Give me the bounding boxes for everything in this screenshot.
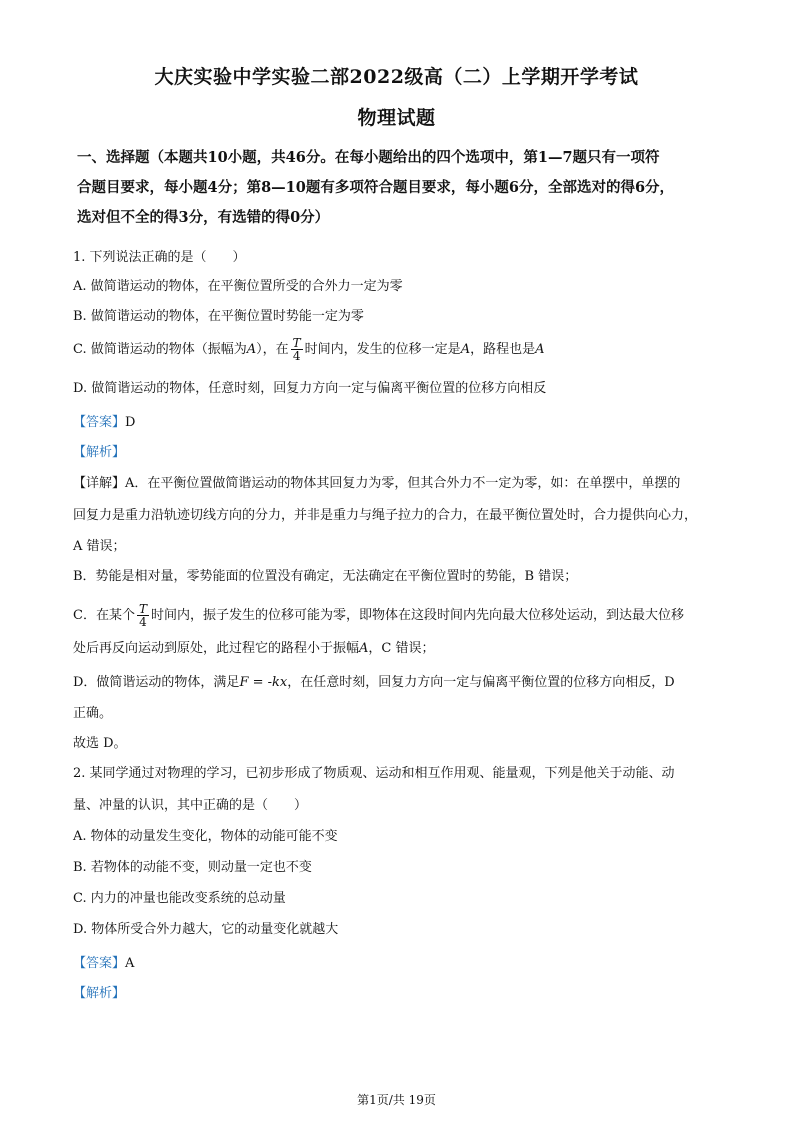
q1-option-c-text-4: ，路程也是	[470, 342, 536, 357]
amplitude-symbol: A	[246, 342, 257, 357]
q1-conclusion: 故选 D。	[73, 736, 127, 751]
q1-option-c-text-1: C. 做简谐运动的物体（振幅为	[73, 342, 247, 357]
q2-option-d: D. 物体所受合外力越大，它的动量变化就越大	[73, 922, 339, 937]
fraction-numerator-2: T	[138, 602, 147, 616]
q1-option-b: B. 做简谐运动的物体，在平衡位置时势能一定为零	[73, 309, 364, 324]
section-header-line-3: 选对但不全的得3分，有选错的得0分）	[77, 209, 330, 226]
section-header	[77, 143, 727, 233]
q1-option-d: D. 做简谐运动的物体，任意时刻，回复力方向一定与偏离平衡位置的位移方向相反	[73, 381, 547, 396]
q2-option-a: A. 物体的动量发生变化，物体的动能可能不变	[73, 829, 338, 844]
q1-explanation-d-line-1	[73, 671, 675, 690]
q1-explanation-d-text-1: D．做简谐运动的物体，满足	[73, 675, 240, 690]
q1-explanation-b: B．势能是相对量，零势能面的位置没有确定，无法确定在平衡位置时的势能，B 错误；	[73, 569, 578, 584]
exam-title: 大庆实验中学实验二部2022级高（二）上学期开学考试	[154, 66, 639, 88]
q1-option-a: A. 做简谐运动的物体，在平衡位置所受的合外力一定为零	[73, 279, 403, 294]
amplitude-symbol-2: A	[460, 342, 471, 357]
answer-value-2: A	[125, 956, 135, 971]
q2-stem-line-1: 2. 某同学通过对物理的学习，已初步形成了物质观、运动和相互作用观、能量观，下列是他关于动能、动	[73, 766, 675, 781]
q1-option-c-text-2: ），在	[256, 342, 289, 357]
q1-explanation-a-line-3: A 错误；	[73, 539, 126, 554]
q1-explanation-a-line-1	[73, 472, 680, 491]
q2-stem-line-2: 量、冲量的认识，其中正确的是（ ）	[73, 798, 308, 813]
q2-option-c: C. 内力的冲量也能改变系统的总动量	[73, 891, 286, 906]
q1-explanation-c-text-3: 处后再反向运动到原处，此过程它的路程小于振幅	[73, 641, 360, 656]
fraction-denominator: 4	[292, 349, 301, 363]
q1-explanation-a-text: A．在平衡位置做简谐运动的物体其回复力为零，但其合外力不一定为零，如：在单摆中，单摆的	[125, 476, 681, 491]
q1-explanation-d-line-2: 正确。	[73, 706, 113, 721]
q1-explanation-c-text-2: 时间内，振子发生的位移可能为零，即物体在这段时间内先向最大位移处运动，到达最大位移	[150, 608, 684, 623]
q1-explanation-a-line-2: 回复力是重力沿轨迹切线方向的分力，并非是重力与绳子拉力的合力，在最平衡位置处时，合力提供向心力，	[73, 508, 698, 523]
fraction-denominator-2: 4	[139, 615, 147, 629]
q1-option-c	[73, 337, 544, 362]
q1-explanation-c-text-4: ，C 错误；	[368, 641, 435, 656]
q1-explanation-c-line-1	[73, 603, 684, 628]
detail-tag: 【详解】	[73, 476, 126, 491]
q1-answer	[73, 411, 135, 430]
section-header-line-2: 合题目要求，每小题4分；第8—10题有多项符合题目要求，每小题6分，全部选对的得6分，	[77, 179, 675, 196]
hooke-law-formula: F = -kx	[239, 675, 288, 690]
q1-option-c-text-3: 时间内，发生的位移一定是	[304, 342, 461, 357]
q1-explanation-c-line-2	[73, 637, 435, 656]
q1-stem: 1. 下列说法正确的是（ ）	[73, 250, 246, 265]
answer-tag-2: 【答案】	[73, 956, 126, 971]
q2-option-b: B. 若物体的动能不变，则动量一定也不变	[73, 860, 312, 875]
answer-tag: 【答案】	[73, 415, 126, 430]
amplitude-symbol-4: A	[359, 641, 369, 656]
answer-value: D	[125, 415, 136, 430]
section-header-line-1: 一、选择题（本题共10小题，共46分。在每小题给出的四个选项中，第1—7题只有一项符	[77, 149, 660, 166]
q1-explanation-c-text-1: C．在某个	[73, 608, 135, 623]
page-number-footer: 第1页/共 19页	[357, 1093, 436, 1107]
q1-explanation-d-text-2: ，在任意时刻，回复力方向一定与偏离平衡位置的位移方向相反，D	[287, 675, 675, 690]
quarter-period-fraction	[291, 337, 303, 362]
q1-analysis-tag: 【解析】	[73, 445, 126, 460]
q2-analysis-tag: 【解析】	[73, 986, 126, 1001]
amplitude-symbol-3: A	[535, 342, 545, 357]
exam-subtitle: 物理试题	[357, 107, 436, 129]
q2-answer	[73, 952, 134, 971]
quarter-period-fraction-2	[137, 603, 149, 628]
fraction-numerator: T	[292, 336, 301, 350]
